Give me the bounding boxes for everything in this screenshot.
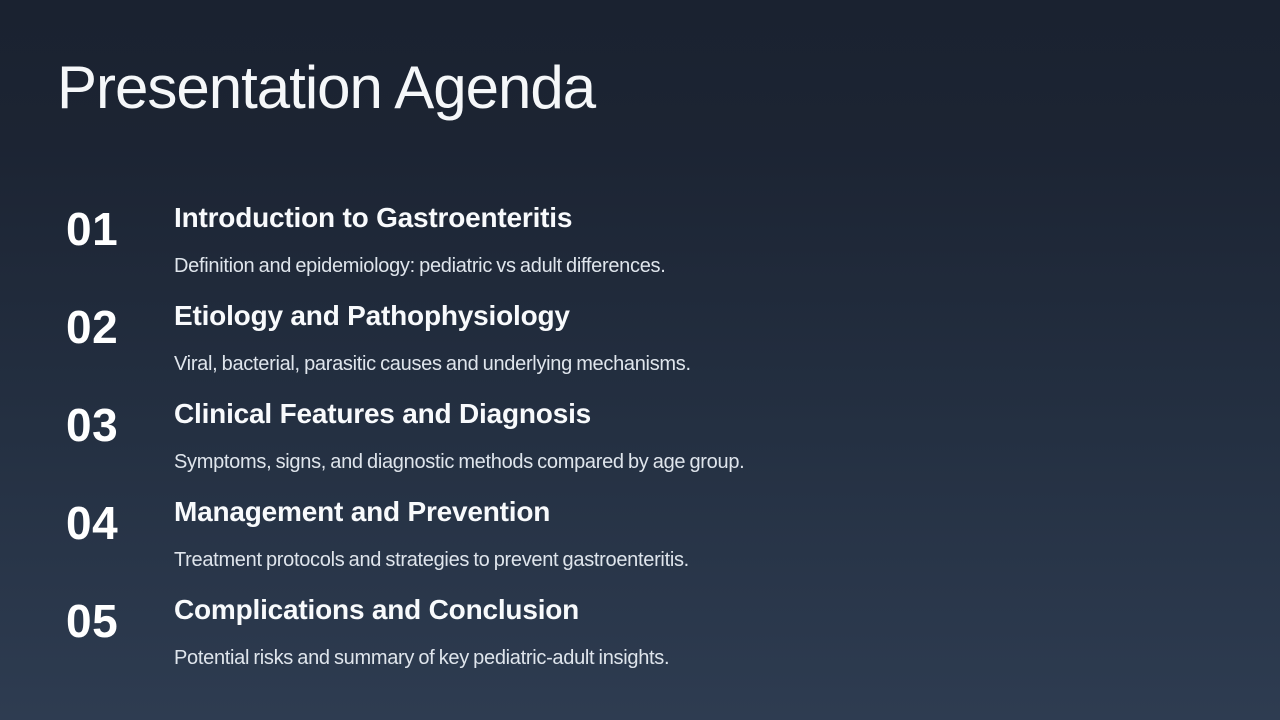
agenda-item-4 xyxy=(0,490,1280,588)
agenda-item-text xyxy=(174,496,689,571)
agenda-item-text xyxy=(174,300,691,375)
agenda-item-5 xyxy=(0,588,1280,686)
agenda-item-number: 01 xyxy=(66,203,119,255)
agenda-item-2 xyxy=(0,294,1280,392)
agenda-item-text xyxy=(174,594,669,669)
agenda-item-title: Clinical Features and Diagnosis xyxy=(174,398,592,429)
agenda-list xyxy=(0,196,1280,686)
agenda-item-3 xyxy=(0,392,1280,490)
agenda-item-description: Potential risks and summary of key pediatric-adult insights. xyxy=(174,647,670,670)
agenda-item-number: 02 xyxy=(66,301,119,353)
agenda-item-number: 04 xyxy=(66,497,119,549)
agenda-item-number: 05 xyxy=(66,595,119,647)
agenda-item-title: Management and Prevention xyxy=(174,496,551,527)
agenda-item-number: 03 xyxy=(66,399,119,451)
agenda-item-description: Treatment protocols and strategies to prevent gastroenteritis. xyxy=(174,549,689,572)
agenda-item-text xyxy=(174,202,666,277)
agenda-item-text xyxy=(174,398,744,473)
page-title: Presentation Agenda xyxy=(57,54,596,121)
agenda-item-1 xyxy=(0,196,1280,294)
agenda-item-title: Introduction to Gastroenteritis xyxy=(174,202,573,233)
agenda-item-description: Viral, bacterial, parasitic causes and underlying mechanisms. xyxy=(174,353,691,376)
agenda-item-title: Complications and Conclusion xyxy=(174,594,580,625)
agenda-item-title: Etiology and Pathophysiology xyxy=(174,300,570,331)
agenda-item-description: Symptoms, signs, and diagnostic methods compared by age group. xyxy=(174,451,745,474)
agenda-item-description: Definition and epidemiology: pediatric vs adult differences. xyxy=(174,255,666,278)
